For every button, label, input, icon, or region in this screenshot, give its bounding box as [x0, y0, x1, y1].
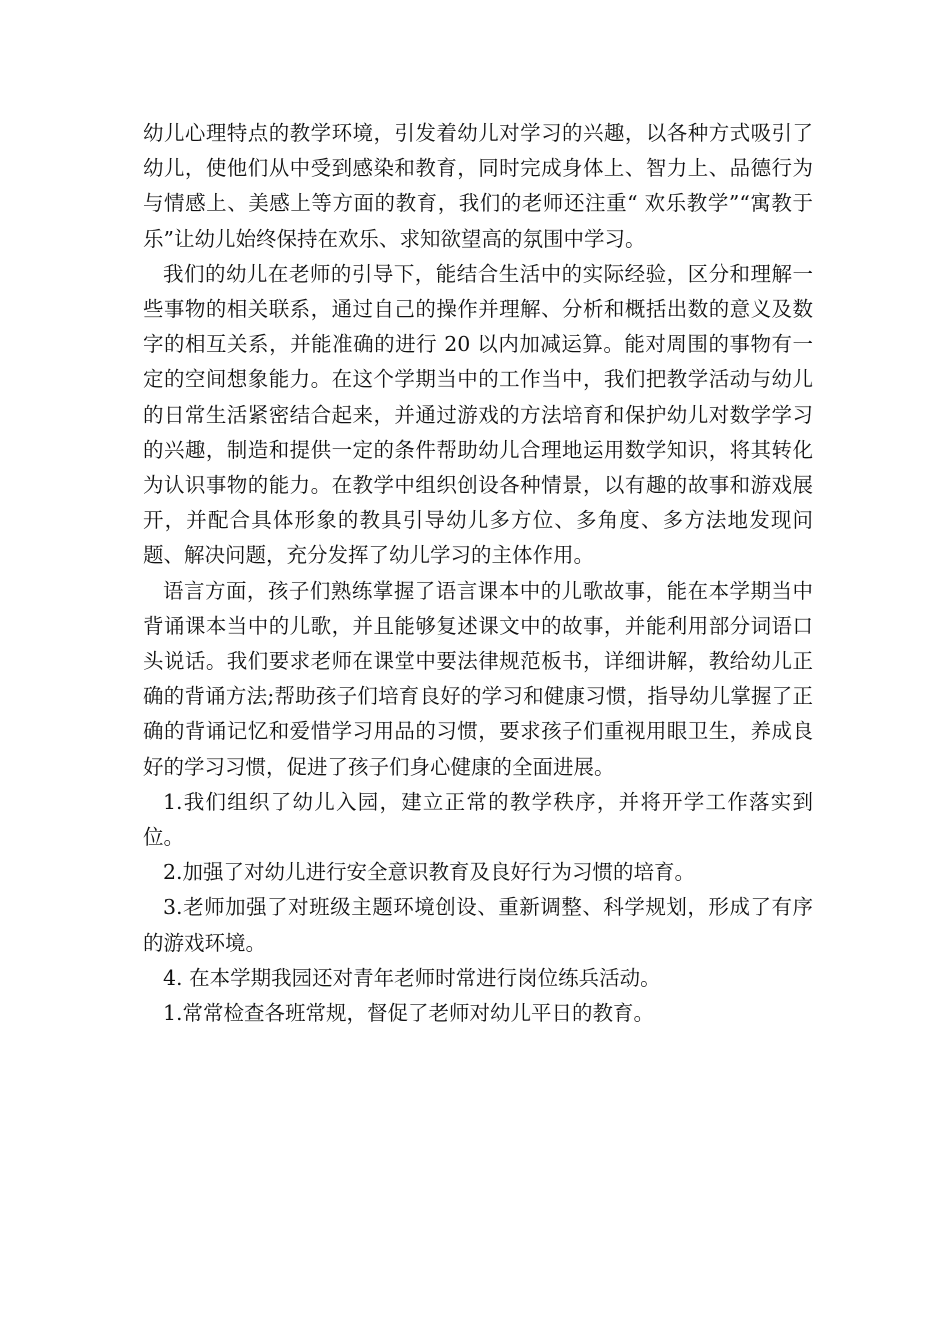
list-item-teacher-training: 4. 在本学期我园还对青年老师时常进行岗位练兵活动。: [163, 965, 661, 990]
paragraph-learning-environment: 幼儿心理特点的教学环境，引发着幼儿对学习的兴趣，以各种方式吸引了幼儿，使他们从中受到感染和教育，同时完成身体上、智力上、品德行为与情感上、美感上等方面的教育，我们的老师还注重“ 欢乐教学”“寓教于乐”让幼儿始终保持在欢乐、求知欲望高的氛围中学习。: [143, 121, 813, 251]
list-item-safety-education: 2.加强了对幼儿进行安全意识教育及良好行为习惯的培育。: [163, 860, 696, 885]
list-item-class-environment: 3.老师加强了对班级主题环境创设、重新调整、科学规划，形成了有序的游戏环境。: [143, 895, 813, 955]
paragraph-language-learning: 语言方面，孩子们熟练掌握了语言课本中的儿歌故事，能在本学期当中背诵课本当中的儿歌，并且能够复述课文中的故事，并能利用部分词语口头说话。我们要求老师在课堂中要法律规范板书，详细讲解，教给幼儿正确的背诵方法;帮助孩子们培育良好的学习和健康习惯，指导幼儿掌握了正确的背诵记忆和爱惜学习用品的习惯，要求孩子们重视用眼卫生，养成良好的学习习惯，促进了孩子们身心健康的全面进展。: [143, 578, 813, 779]
list-item-enrollment: 1.我们组织了幼儿入园，建立正常的教学秩序，并将开学工作落实到位。: [143, 789, 813, 850]
document-page: [143, 116, 813, 1031]
list-item-routine-check: 1.常常检查各班常规，督促了老师对幼儿平日的教育。: [163, 1001, 655, 1026]
paragraph-math-learning: 我们的幼儿在老师的引导下，能结合生活中的实际经验，区分和理解一些事物的相关联系，通过自己的操作并理解、分析和概括出数的意义及数字的相互关系，并能准确的进行 20 以内加减运算。能对周围的事物有一定的空间想象能力。在这个学期当中的工作当中，我们把教学活动与幼儿的日常生活紧密结合起来，并通过游戏的方法培育和保护幼儿对数学学习的兴趣，制造和提供一定的条件帮助幼儿合理地运用数学知识，将其转化为认识事物的能力。在教学中组织创设各种情景，以有趣的故事和游戏展开，并配合具体形象的教具引导幼儿多方位、多角度、多方法地发现问题、解决问题，充分发挥了幼儿学习的主体作用。: [143, 261, 813, 568]
